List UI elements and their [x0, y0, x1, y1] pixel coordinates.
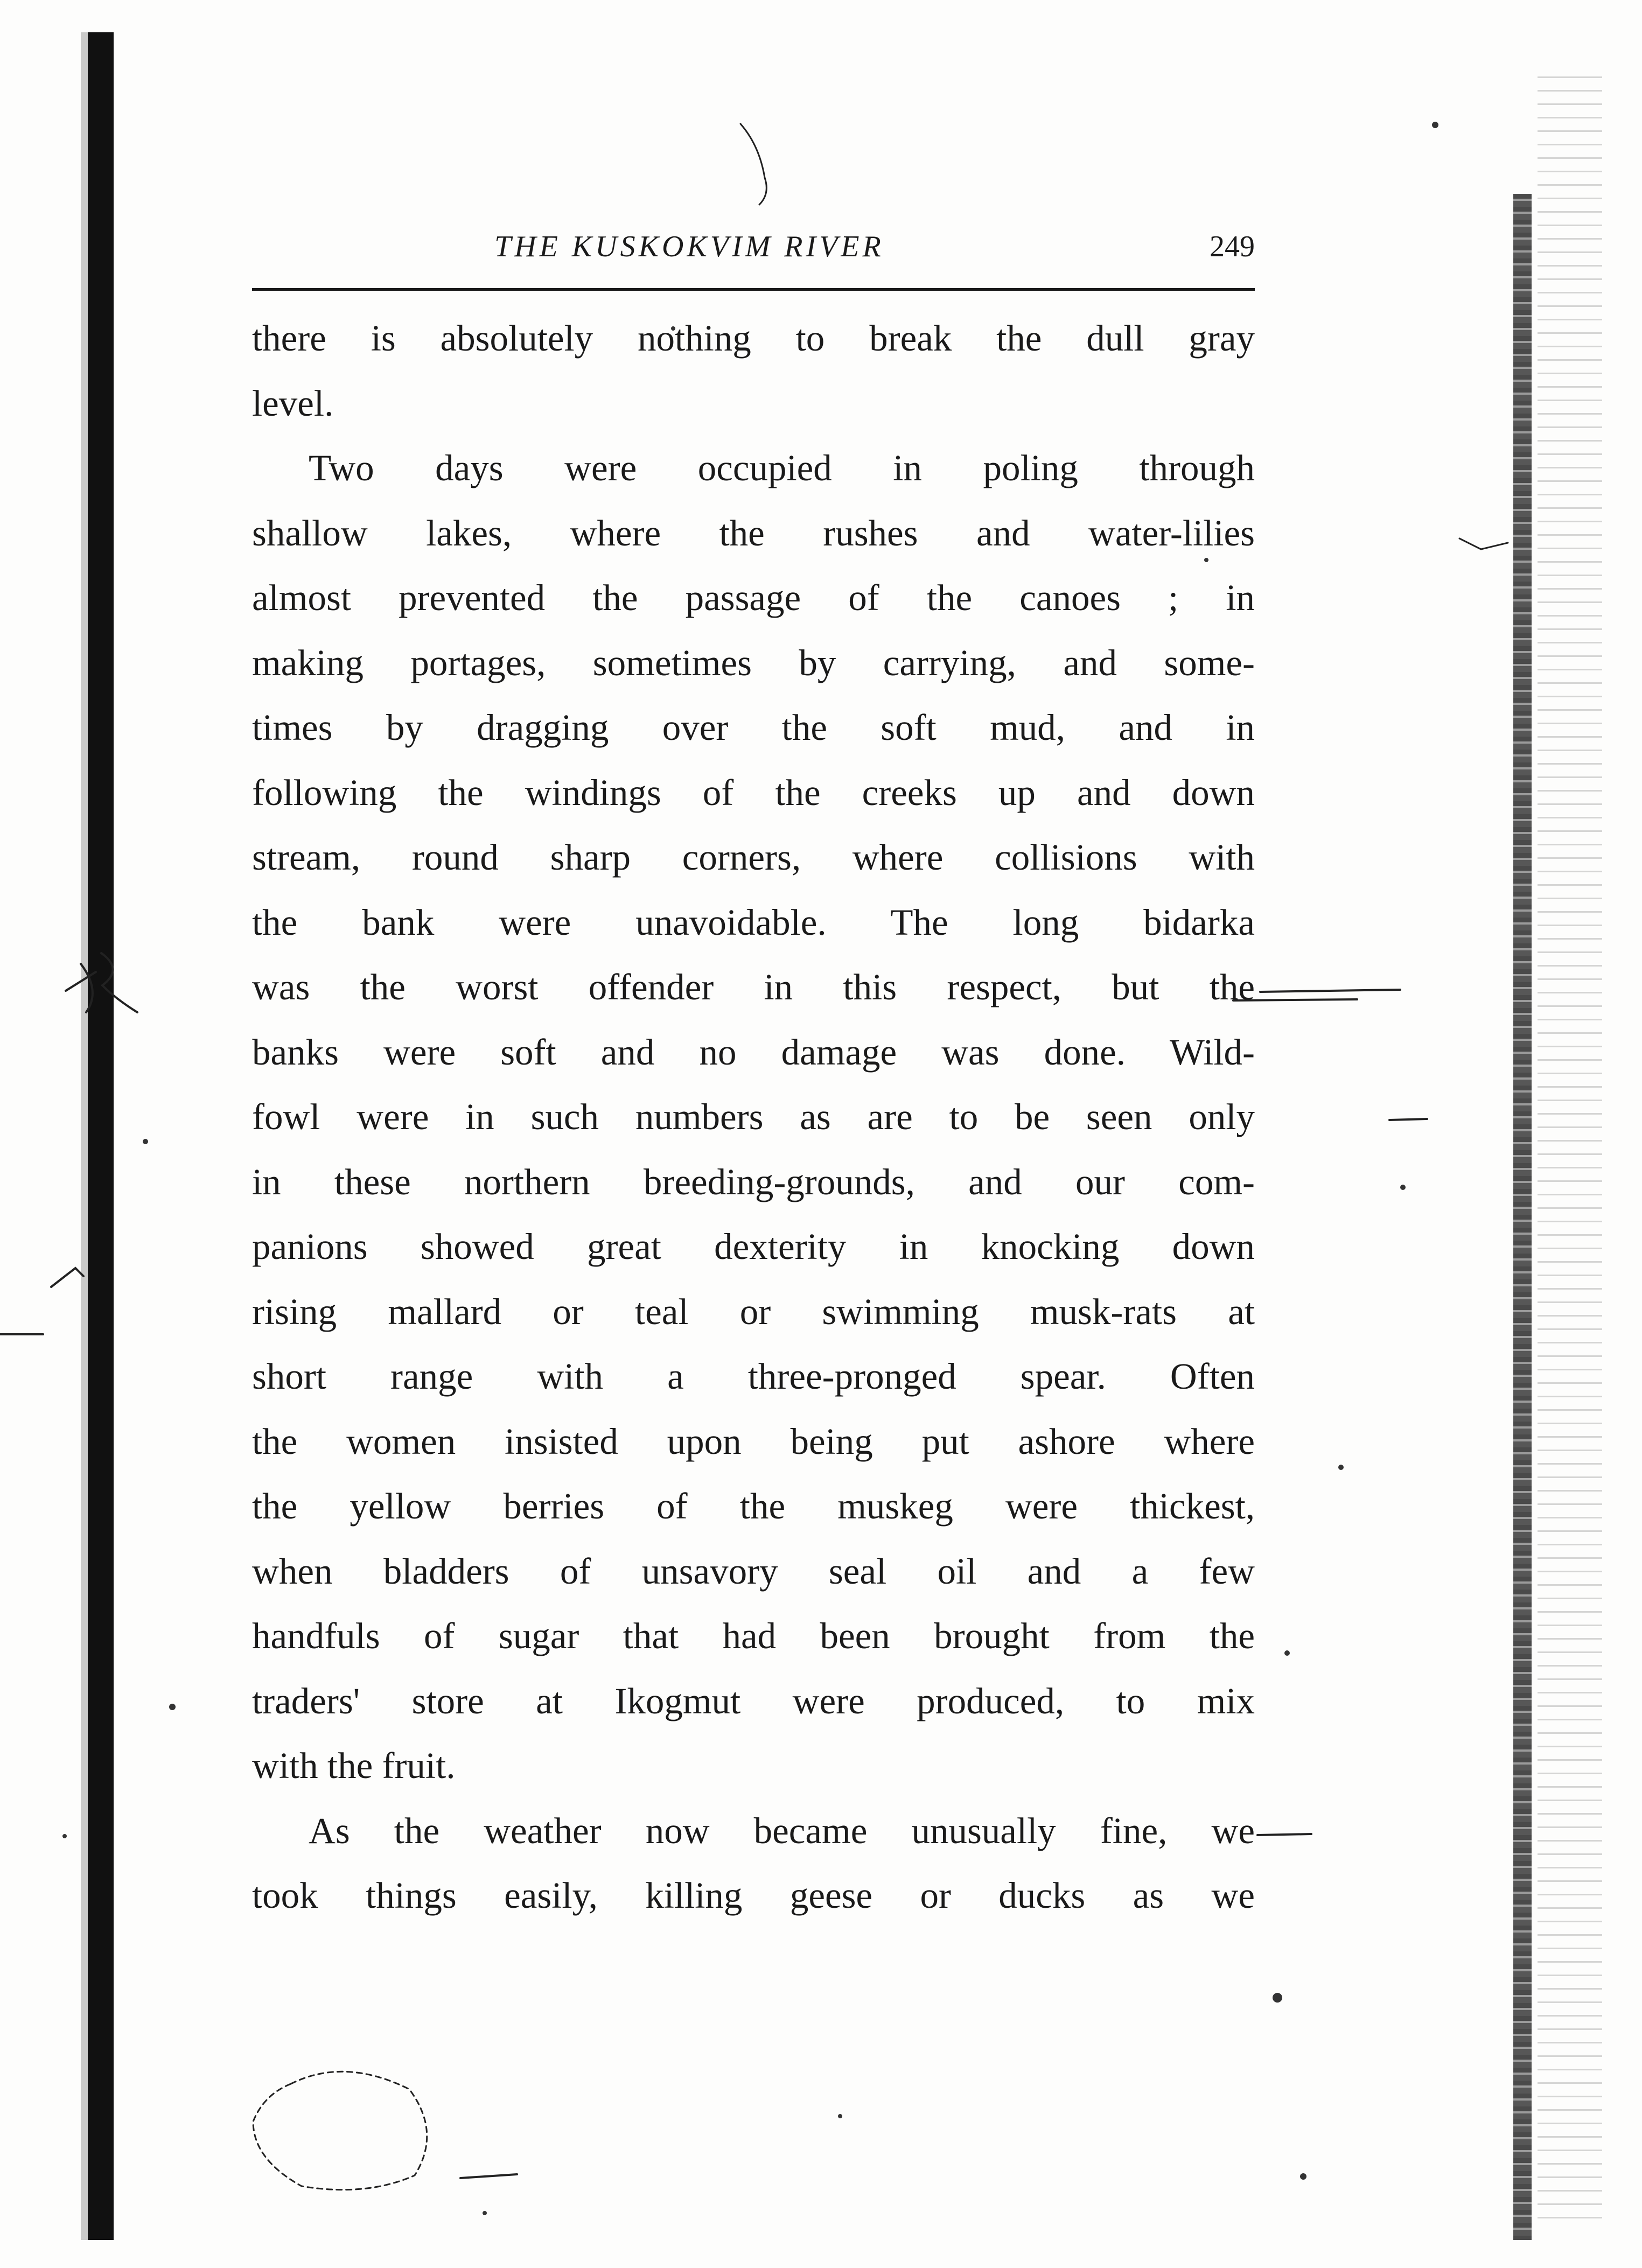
text-line: stream, round sharp corners, where collisions with — [252, 837, 1255, 878]
head-rule — [252, 288, 1255, 291]
text-line: was the worst offender in this respect, but the — [252, 967, 1255, 1007]
running-head — [252, 225, 1255, 268]
text-line: traders' store at Ikogmut were produced, to mix — [252, 1680, 1255, 1721]
text-line: banks were soft and no damage was done. Wild- — [252, 1031, 1255, 1073]
text-line: short range with a three-pronged spear. Often — [252, 1356, 1255, 1397]
text-line: panions showed great dexterity in knocking down — [252, 1226, 1255, 1267]
body-text — [252, 306, 1255, 1928]
text-line: in these northern breeding-grounds, and our com- — [252, 1161, 1255, 1202]
text-line: shallow lakes, where the rushes and water-lilies — [252, 512, 1255, 554]
text-line: the women insisted upon being put ashore where — [252, 1420, 1255, 1462]
text-line: Two days were occupied in poling through — [309, 447, 1255, 488]
text-line: the bank were unavoidable. The long bidarka — [252, 901, 1255, 943]
text-line: rising mallard or teal or swimming musk-rats at — [252, 1291, 1255, 1332]
text-line: the yellow berries of the muskeg were thickest, — [252, 1486, 1255, 1527]
text-line: level. — [252, 382, 334, 424]
text-line: took things easily, killing geese or ducks as we — [252, 1875, 1255, 1916]
text-line: As the weather now became unusually fine, we — [309, 1810, 1255, 1851]
text-line: following the windings of the creeks up and down — [252, 772, 1255, 813]
text-line: almost prevented the passage of the canoes ; in — [252, 577, 1255, 618]
text-line: with the fruit. — [252, 1745, 456, 1786]
text-line: times by dragging over the soft mud, and in — [252, 707, 1255, 748]
text-line: there is absolutely nothing to break the dull gray — [252, 318, 1255, 359]
text-line: making portages, sometimes by carrying, and some- — [252, 642, 1255, 683]
page-number: 249 — [1210, 230, 1255, 263]
text-line: fowl were in such numbers as are to be seen only — [252, 1096, 1255, 1137]
text-line: when bladders of unsavory seal oil and a few — [252, 1550, 1255, 1592]
running-head-title: THE KUSKOKVIM RIVER — [494, 230, 884, 263]
text-line: handfuls of sugar that had been brought from the — [252, 1615, 1255, 1656]
